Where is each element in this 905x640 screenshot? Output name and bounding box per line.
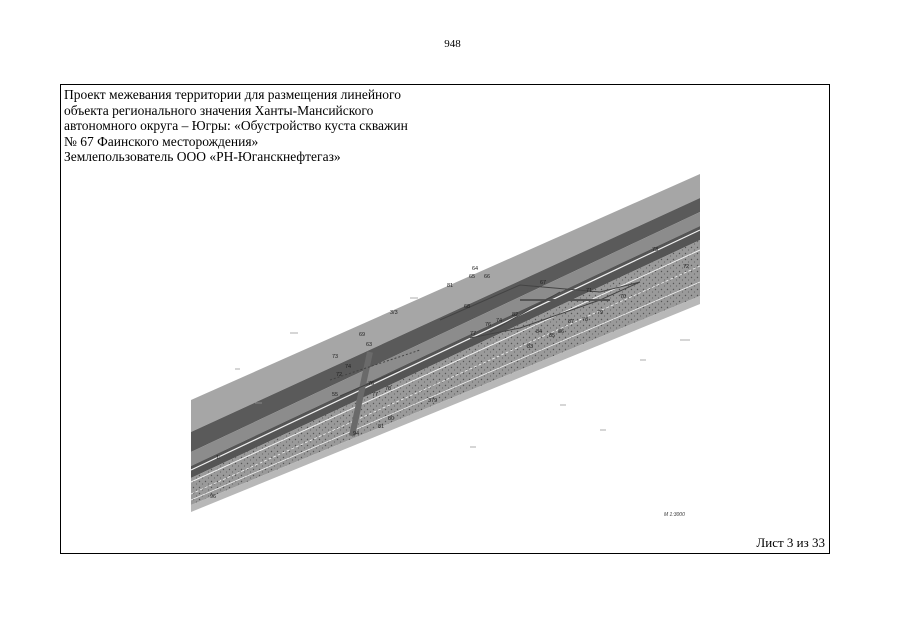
point-label: 84 (536, 329, 543, 335)
title-line-4: № 67 Фаинского месторождения» (64, 133, 259, 149)
point-label: 71 (586, 288, 593, 294)
point-label: 80 (388, 416, 395, 422)
page-number: 948 (444, 38, 461, 50)
point-label: 3/3 (390, 310, 398, 316)
point-label: 76 (485, 322, 492, 328)
point-label: 79 (597, 310, 604, 316)
band-dark-2 (191, 226, 700, 478)
point-label: 379 (428, 398, 438, 404)
point-label: 63 (366, 342, 373, 348)
point-label: 1: (216, 455, 221, 461)
title-line-3: автономного округа – Югры: «Обустройство куста скважин (64, 118, 408, 133)
point-label: 76 (368, 381, 375, 387)
point-label: 83 (527, 344, 534, 350)
point-label: 73 (652, 247, 659, 253)
point-label: 74 (496, 318, 503, 324)
band-mid (191, 212, 700, 466)
land-user-line: Землепользователь ООО «РН-Юганскнефтегаз» (64, 149, 341, 164)
route-line-2 (191, 250, 700, 482)
point-label: 73 (332, 354, 339, 360)
point-label: 66 (484, 274, 491, 280)
point-label: 81 (378, 424, 385, 430)
point-label: 72 (336, 372, 343, 378)
point-label: 78 (385, 386, 392, 392)
point-label: 67 (540, 280, 547, 286)
title-line-1: Проект межевания территории для размещения линейного (64, 87, 401, 102)
point-label: 81 (447, 283, 454, 289)
corridor-bands (191, 174, 700, 512)
point-label: 77 (470, 331, 477, 337)
scale-label: М 1:3000 (664, 512, 685, 518)
point-label: 87 (568, 319, 575, 325)
route-line-1 (191, 230, 700, 470)
point-label: 64 (472, 266, 479, 272)
point-label: 85 (549, 333, 556, 339)
point-label: 78 (582, 317, 589, 323)
sheet-number-label: Лист 3 из 33 (756, 535, 825, 550)
point-label: 55 (332, 392, 339, 398)
point-label: 72 (683, 264, 690, 270)
point-label: 86 (558, 329, 565, 335)
point-label: 94 (353, 431, 360, 437)
point-label: 65 (469, 274, 476, 280)
point-label: 68 (464, 304, 471, 310)
point-label: 70 (620, 294, 627, 300)
point-label: 96 (210, 494, 217, 500)
point-label: 69 (359, 332, 366, 338)
point-label: 82 (512, 312, 519, 318)
title-line-2: объекта регионального значения Ханты-Мансийского (64, 102, 374, 118)
point-label: 74 (345, 364, 352, 370)
point-label: 77 (372, 392, 379, 398)
